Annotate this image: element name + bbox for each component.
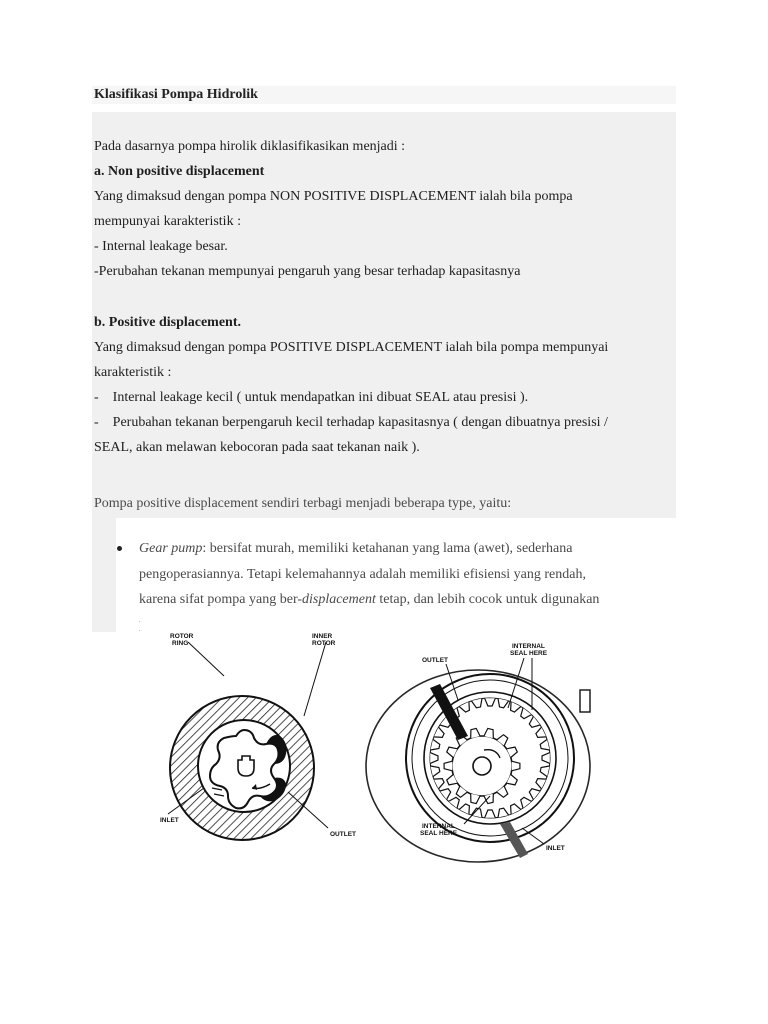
label-rotor: ROTOR — [312, 640, 336, 647]
bullet-text: : bersifat murah, memiliki ketahanan yang lama (awet), sederhana — [202, 541, 573, 556]
label-rotor: ROTOR — [170, 633, 194, 640]
displacement-term: displacement — [301, 592, 376, 607]
section-b-heading: b. Positive displacement. — [94, 315, 241, 330]
label-outlet: OUTLET — [330, 831, 356, 838]
document-title: Klasifikasi Pompa Hidrolik — [94, 87, 258, 102]
section-a-line: -Perubahan tekanan mempunyai pengaruh yang besar terhadap kapasitasnya — [94, 264, 521, 279]
section-a-line: mempunyai karakteristik : — [94, 214, 241, 229]
section-a-line: - Internal leakage besar. — [94, 239, 228, 254]
label-ring: RING — [172, 640, 189, 647]
leader-line — [304, 642, 326, 716]
gear-pump-diagram — [140, 618, 606, 864]
section-a-heading: a. Non positive displacement — [94, 164, 265, 179]
section-b-line: - Perubahan tekanan berpengaruh kecil terhadap kapasitasnya ( dengan dibuatnya presisi / — [94, 415, 608, 430]
gear-pump-term: Gear pump — [139, 541, 203, 556]
gear-tooth-shape — [444, 761, 452, 771]
label-inlet: INLET — [546, 845, 565, 852]
gerotor-pump-drawing — [160, 633, 356, 840]
label-seal-here: SEAL HERE — [420, 830, 458, 837]
shaft-stub — [580, 690, 590, 712]
section-b-line: - Internal leakage kecil ( untuk mendapatkan ini dibuat SEAL atau presisi ). — [94, 390, 529, 405]
section-b-line: Yang dimaksud dengan pompa POSITIVE DISPLACEMENT ialah bila pompa mempunyai — [94, 340, 609, 355]
intro-text: Pada dasarnya pompa hirolik diklasifikasikan menjadi : — [94, 139, 406, 154]
gear-tooth-shape — [512, 761, 520, 771]
section-a-line: Yang dimaksud dengan pompa NON POSITIVE DISPLACEMENT ialah bila pompa — [94, 189, 573, 204]
bullet-icon — [117, 546, 122, 551]
label-inlet: INLET — [160, 817, 179, 824]
gear-pump-figure — [140, 618, 606, 864]
leader-line — [188, 642, 224, 676]
bullet-text: karena sifat pompa yang ber- — [139, 592, 302, 607]
external-gear-pump-drawing — [366, 643, 590, 862]
label-internal: INTERNAL — [512, 643, 545, 650]
section-b-line: karakteristik : — [94, 365, 172, 380]
section-b-line: SEAL, akan melawan kebocoran pada saat tekanan naik ). — [94, 440, 420, 455]
label-inner: INNER — [312, 633, 333, 640]
label-seal-here: SEAL HERE — [510, 650, 548, 657]
label-internal: INTERNAL — [422, 823, 455, 830]
bullet-line: pengoperasiannya. Tetapi kelemahannya adalah memiliki efisiensi yang rendah, — [139, 567, 586, 582]
bullet-line — [139, 591, 599, 609]
types-intro: Pompa positive displacement sendiri terbagi menjadi beberapa type, yaitu: — [94, 496, 512, 511]
bullet-text: tetap, dan lebih cocok untuk digunakan — [375, 592, 600, 607]
bullet-line — [139, 540, 572, 558]
label-outlet: OUTLET — [422, 657, 448, 664]
